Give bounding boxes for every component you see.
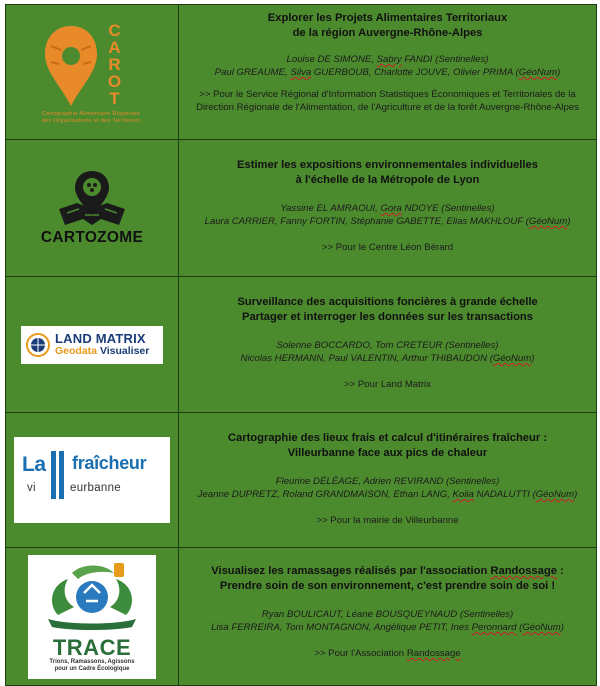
project-row-la-fraicheur	[6, 413, 596, 548]
cartozome-wordmark: CARTOZOME	[40, 229, 144, 246]
trace-logo: TRACE Trions, Ramassons, Agissons pour un Cadre Écologique	[28, 555, 156, 679]
logo-cell	[6, 5, 179, 139]
project-description	[179, 548, 596, 685]
project-audience: >> Pour l'Association Randossage	[314, 648, 461, 659]
project-row-land-matrix	[6, 277, 596, 413]
project-description	[179, 140, 596, 276]
globe-icon	[25, 332, 51, 358]
project-authors: Yassine EL AMRAOUI, Gora NDOYE (Sentinelles) Laura CARRIER, Fanny FORTIN, Stéphanie GABETTE, Elias MAKHLOUF (GéoNum)	[204, 203, 571, 227]
project-audience: >> Pour Land Matrix	[344, 379, 431, 390]
project-title: Visualisez les ramassages réalisés par l'association Randossage : Prendre soin de son environnement, c'est prendre soin de soi !	[211, 565, 564, 592]
logo-cell	[6, 413, 179, 547]
project-authors: Louise DE SIMONE, Sabry FANDI (Sentinelles) Paul GREAUME, Silva GUERBOUB, Charlotte JOUVE, Olivier PRIMA (GéoNum)	[214, 54, 561, 78]
project-audience: >> Pour le Service Régional d'Information Statistiques Économiques et Territoriales de la Direction Régionale de l'Alimentation, de l'Agriculture et de la forêt Auvergne-Rhône-Alpes	[196, 89, 579, 113]
project-title: Estimer les expositions environnementales individuelles à l'échelle de la Métropole de Lyon	[237, 159, 538, 186]
project-row-carot	[6, 5, 596, 140]
project-authors: Solenne BOCCARDO, Tom CRETEUR (Sentinelles) Nicolas HERMANN, Paul VALENTIN, Arthur THIBAUDON (GéoNum)	[240, 340, 535, 364]
land-matrix-logo	[21, 326, 163, 364]
project-audience: >> Pour le Centre Léon Bérard	[321, 242, 454, 253]
map-pin-icon	[55, 169, 129, 227]
project-row-cartozome	[6, 140, 596, 277]
project-description	[179, 413, 596, 547]
bars-icon	[51, 451, 67, 499]
project-description	[179, 5, 596, 139]
project-title: Cartographie des lieux frais et calcul d'itinéraires fraîcheur : Villeurbanne face aux pics de chaleur	[227, 432, 548, 459]
project-authors: Ryan BOULICAUT, Léane BOUSQUEYNAUD (Sentinelles) Lisa FERREIRA, Tom MONTAGNON, Angélique PETIT, Ines Peronnard (GéoNum)	[211, 609, 564, 633]
project-description	[179, 277, 596, 412]
land-matrix-wordmark: LAND MATRIX Geodata Visualiser	[55, 330, 150, 357]
carot-logo	[37, 12, 147, 132]
logo-cell	[6, 140, 179, 276]
projects-table	[5, 4, 597, 686]
project-authors: Fleurine DÉLÉAGE, Adrien REVIRAND (Sentinelles) Jeanne DUPRETZ, Roland GRANDMAISON, Ethan LANG, Kolia NADALUTTI (GéoNum)	[197, 476, 578, 500]
project-row-trace	[6, 548, 596, 685]
la-fraicheur-logo: La fraîcheur vi eurbanne	[14, 437, 170, 523]
project-title: Surveillance des acquisitions foncières à grande échelle Partager et interroger les données sur les transactions	[237, 296, 538, 323]
project-title: Explorer les Projets Alimentaires Territoriaux de la région Auvergne-Rhône-Alpes	[267, 12, 508, 39]
cartozome-logo	[41, 169, 143, 247]
carot-wordmark: CAROT	[107, 21, 123, 108]
project-audience: >> Pour la mairie de Villeurbanne	[316, 515, 459, 526]
recycle-hands-icon	[28, 555, 156, 635]
carrot-pin-icon	[37, 12, 147, 112]
logo-cell	[6, 548, 179, 685]
carot-subtitle: Cartographie Alimentaire Régionale des Organisations et des Territoires	[41, 111, 141, 124]
logo-cell	[6, 277, 179, 412]
